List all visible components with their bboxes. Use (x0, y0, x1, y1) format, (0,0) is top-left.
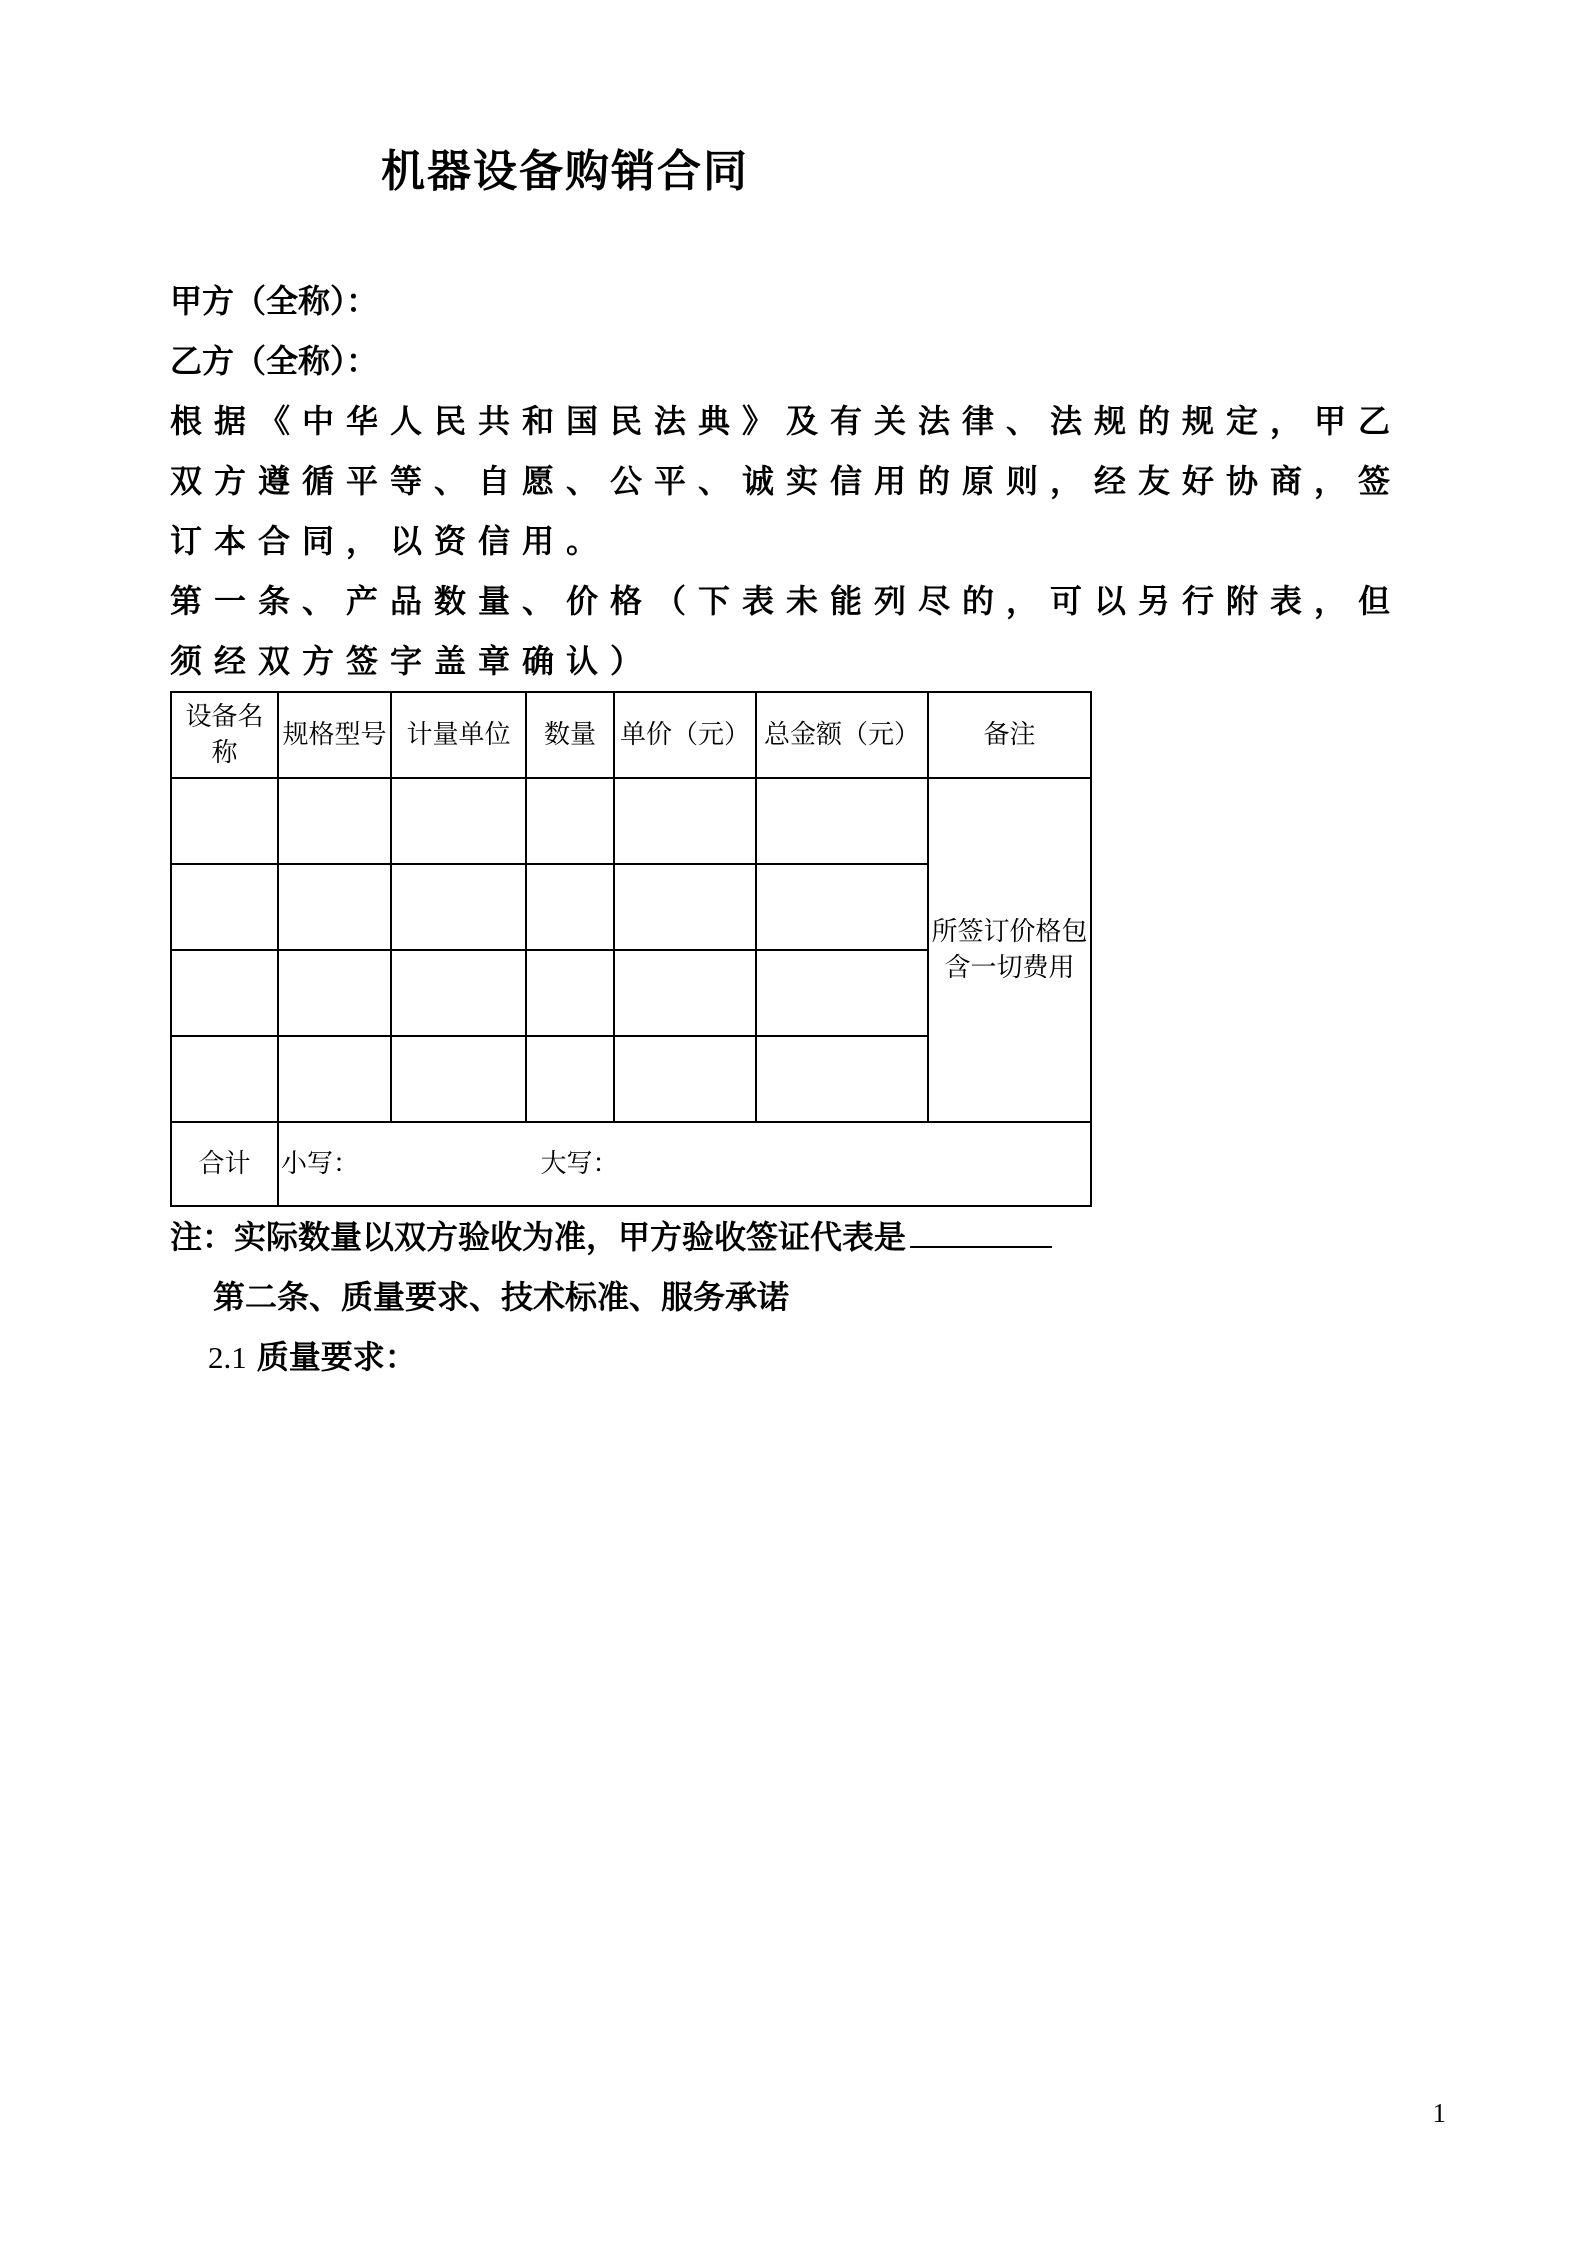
table-empty-cell (526, 950, 614, 1036)
table-empty-cell (278, 1036, 391, 1122)
party-b-line: 乙方（全称）： (170, 343, 379, 379)
table-empty-cell (391, 864, 526, 950)
col-header-unit: 计量单位 (391, 692, 526, 778)
document-body (170, 271, 1415, 1388)
table-empty-cell (278, 864, 391, 950)
table-empty-cell (614, 1036, 756, 1122)
table-empty-cell (391, 950, 526, 1036)
table-empty-cell (614, 778, 756, 864)
amount-in-words-label: 大写： (540, 1149, 619, 1178)
table-empty-cell (171, 1036, 278, 1122)
clause1-heading: 第一条、产品数量、价格（下表未能列尽的，可以另行附表，但须经双方签字盖章确认） (170, 583, 1403, 679)
table-empty-cell (756, 1036, 928, 1122)
table-empty-cell (614, 950, 756, 1036)
table-empty-cell (171, 864, 278, 950)
goods-table (170, 691, 1092, 1207)
table-empty-cell (171, 950, 278, 1036)
signature-blank-line (910, 1214, 1052, 1248)
remark-note-cell: 所签订价格包含一切费用 (928, 778, 1091, 1122)
document-title: 机器设备购销合同 (381, 147, 749, 196)
clause2-1-line (170, 1327, 1415, 1388)
party-a-line: 甲方（全称）： (170, 283, 379, 319)
table-total-row (171, 1122, 1091, 1206)
table-empty-cell (278, 950, 391, 1036)
clause2-heading: 第二条、质量要求、技术标准、服务承诺 (213, 1279, 790, 1315)
col-header-quantity: 数量 (526, 692, 614, 778)
table-empty-cell (526, 1036, 614, 1122)
col-header-spec-model: 规格型号 (278, 692, 391, 778)
table-empty-cell (391, 778, 526, 864)
table-empty-cell (526, 864, 614, 950)
table-empty-cell (526, 778, 614, 864)
table-empty-cell (391, 1036, 526, 1122)
amount-in-figures-label: 小写： (281, 1149, 360, 1178)
col-header-total-amount: 总金额（元） (756, 692, 928, 778)
table-row (171, 778, 1091, 864)
acceptance-note-text: 注：实际数量以双方验收为准，甲方验收签证代表是 (170, 1219, 907, 1255)
table-empty-cell (756, 864, 928, 950)
col-header-remark: 备注 (928, 692, 1091, 778)
total-label-cell: 合计 (171, 1122, 278, 1206)
table-empty-cell (756, 778, 928, 864)
clause2-1-label: 质量要求： (256, 1339, 417, 1375)
table-empty-cell (171, 778, 278, 864)
acceptance-note-line (170, 1207, 1415, 1267)
table-empty-cell (614, 864, 756, 950)
table-header-row (171, 692, 1091, 778)
table-empty-cell (756, 950, 928, 1036)
col-header-equipment-name: 设备名称 (171, 692, 278, 778)
table-empty-cell (278, 778, 391, 864)
page-number: 1 (1432, 2098, 1446, 2128)
total-amount-cell (278, 1122, 1091, 1206)
clause2-1-number: 2.1 (208, 1340, 247, 1375)
col-header-unit-price: 单价（元） (614, 692, 756, 778)
intro-paragraph: 根据《中华人民共和国民法典》及有关法律、法规的规定，甲乙双方遵循平等、自愿、公平、诚实信用的原则，经友好协商，签订本合同，以资信用。 (170, 403, 1403, 559)
